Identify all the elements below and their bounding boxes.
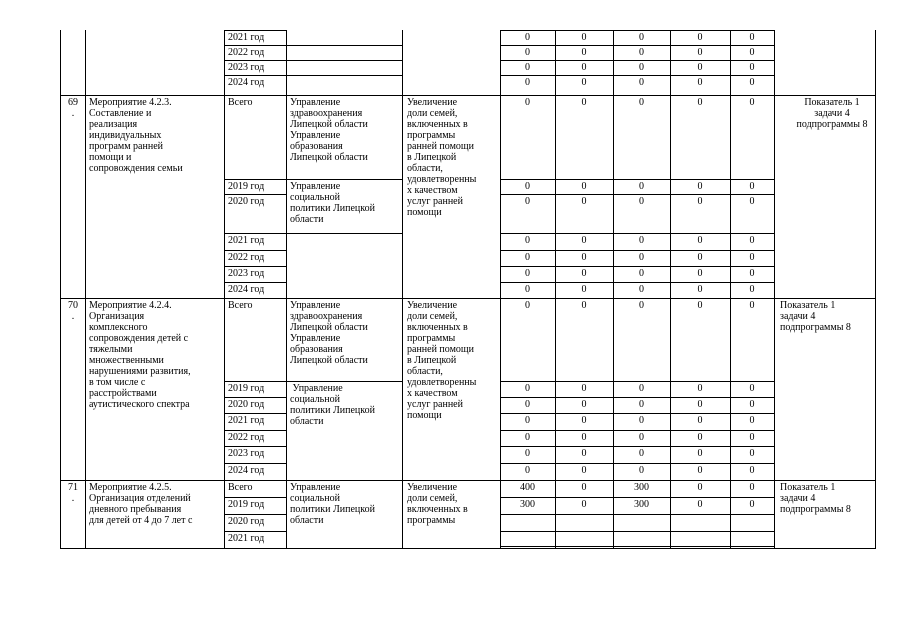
value-cell: 0 (697, 97, 703, 108)
grid-line (500, 60, 775, 61)
grid-line (500, 548, 775, 549)
value-cell: 0 (639, 465, 644, 476)
year-label: 2024 год (228, 77, 265, 88)
value-cell: 0 (749, 383, 755, 394)
value-cell: 0 (525, 77, 530, 88)
value-cell: 0 (697, 252, 703, 263)
grid-line (500, 282, 775, 283)
grid-line (224, 514, 287, 515)
value-cell: 0 (749, 252, 755, 263)
grid-line (224, 397, 287, 398)
period-label: Всего (228, 482, 253, 493)
grid-line (500, 95, 775, 96)
value-cell: 0 (697, 383, 703, 394)
value-cell: 0 (639, 47, 644, 58)
grid-line (224, 250, 287, 251)
grid-line (224, 60, 287, 61)
value-cell: 0 (749, 300, 755, 311)
indicator-text: Показатель 1 задачи 4 подпрограммы 8 (780, 482, 851, 515)
grid-line (224, 194, 287, 195)
value-cell: 0 (749, 432, 755, 443)
value-cell: 0 (525, 97, 530, 108)
period-label: 2021 год (228, 235, 265, 246)
value-cell: 0 (697, 181, 703, 192)
value-cell: 0 (697, 465, 703, 476)
value-cell: 0 (581, 465, 587, 476)
value-cell: 0 (525, 235, 530, 246)
value-cell: 0 (697, 432, 703, 443)
value-cell: 0 (581, 499, 587, 510)
value-cell: 0 (639, 383, 644, 394)
value-cell: 0 (639, 77, 644, 88)
value-cell: 0 (639, 284, 644, 295)
grid-line (286, 30, 287, 549)
value-cell: 400 (520, 482, 535, 493)
grid-line (85, 30, 86, 549)
grid-line (500, 30, 775, 31)
grid-line (224, 497, 287, 498)
row-number: 69 . (68, 97, 78, 119)
grid-line (224, 381, 287, 382)
grid-line (500, 298, 775, 299)
grid-line (286, 179, 403, 180)
grid-line (224, 266, 287, 267)
period-label: 2024 год (228, 465, 265, 476)
grid-line (500, 413, 775, 414)
value-cell: 0 (581, 77, 587, 88)
period-label: Всего (228, 97, 253, 108)
value-cell: 0 (581, 196, 587, 207)
value-cell: 0 (525, 196, 530, 207)
grid-line (224, 30, 287, 31)
value-cell: 0 (581, 181, 587, 192)
value-cell: 0 (525, 62, 530, 73)
value-cell: 0 (697, 47, 703, 58)
grid-line (286, 60, 403, 61)
result-text: Увеличение доли семей, включенных в программы (407, 482, 468, 526)
period-label: 2021 год (228, 533, 265, 544)
value-cell: 0 (639, 252, 644, 263)
value-cell: 0 (639, 181, 644, 192)
value-cell: 0 (525, 47, 530, 58)
grid-line (224, 45, 287, 46)
value-cell: 0 (697, 77, 703, 88)
value-cell: 0 (581, 97, 587, 108)
grid-line (774, 30, 775, 549)
indicator-text: Показатель 1 задачи 4 подпрограммы 8 (780, 300, 851, 333)
grid-line (500, 497, 775, 498)
grid-line (500, 463, 775, 464)
grid-line (500, 381, 775, 382)
value-cell: 0 (697, 399, 703, 410)
value-cell: 0 (581, 448, 587, 459)
value-cell: 0 (525, 284, 530, 295)
value-cell: 0 (697, 32, 703, 43)
grid-line (286, 75, 403, 76)
value-cell: 300 (634, 482, 649, 493)
grid-line (500, 75, 775, 76)
period-label: 2024 год (228, 284, 265, 295)
value-cell: 0 (749, 235, 755, 246)
grid-line (500, 531, 775, 532)
grid-line (500, 397, 775, 398)
value-cell: 0 (581, 284, 587, 295)
value-cell: 0 (749, 268, 755, 279)
indicator-text: Показатель 1 задачи 4 подпрограммы 8 (796, 97, 868, 130)
grid-line (224, 446, 287, 447)
grid-line (500, 194, 775, 195)
grid-line (224, 430, 287, 431)
value-cell: 0 (697, 415, 703, 426)
period-label: 2019 год (228, 499, 265, 510)
grid-line (500, 45, 775, 46)
grid-line (500, 179, 775, 180)
period-label: 2019 год (228, 383, 265, 394)
executor-text: Управление социальной политики Липецкой области (290, 482, 375, 526)
period-label: 2020 год (228, 196, 265, 207)
value-cell: 0 (749, 181, 755, 192)
value-cell: 300 (634, 499, 649, 510)
grid-line (402, 30, 403, 549)
value-cell: 0 (749, 32, 755, 43)
value-cell: 0 (581, 62, 587, 73)
value-cell: 0 (525, 268, 530, 279)
measure-title: Мероприятие 4.2.3. Составление и реализация индивидуальных программ ранней помощи и сопровождения семьи (89, 97, 183, 174)
value-cell: 0 (581, 432, 587, 443)
value-cell: 0 (697, 235, 703, 246)
value-cell: 0 (581, 252, 587, 263)
value-cell: 0 (639, 196, 644, 207)
value-cell: 0 (581, 47, 587, 58)
executor-text: Управление социальной политики Липецкой области (290, 383, 375, 427)
grid-line (224, 463, 287, 464)
value-cell: 0 (639, 300, 644, 311)
value-cell: 0 (525, 465, 530, 476)
value-cell: 0 (525, 181, 530, 192)
value-cell: 0 (749, 482, 755, 493)
value-cell: 0 (697, 300, 703, 311)
year-label: 2022 год (228, 47, 265, 58)
value-cell: 0 (639, 32, 644, 43)
value-cell: 0 (749, 465, 755, 476)
grid-line (224, 75, 287, 76)
year-label: 2023 год (228, 62, 265, 73)
value-cell: 0 (639, 399, 644, 410)
value-cell: 0 (581, 482, 587, 493)
grid-line (224, 531, 287, 532)
value-cell: 0 (525, 415, 530, 426)
value-cell: 0 (749, 47, 755, 58)
grid-line (60, 30, 61, 549)
value-cell: 0 (697, 448, 703, 459)
executor-text: Управление здравоохранения Липецкой области Управление образования Липецкой области (290, 97, 368, 163)
grid-line (224, 30, 225, 549)
value-cell: 0 (525, 32, 530, 43)
period-label: 2020 год (228, 399, 265, 410)
value-cell: 0 (639, 432, 644, 443)
value-cell: 0 (697, 284, 703, 295)
value-cell: 0 (581, 383, 587, 394)
grid-line (286, 45, 403, 46)
value-cell: 300 (520, 499, 535, 510)
period-label: Всего (228, 300, 253, 311)
value-cell: 0 (581, 415, 587, 426)
grid-line (224, 95, 287, 96)
grid-line (500, 546, 775, 547)
value-cell: 0 (639, 415, 644, 426)
value-cell: 0 (581, 235, 587, 246)
value-cell: 0 (749, 415, 755, 426)
grid-line (500, 266, 775, 267)
grid-line (224, 413, 287, 414)
period-label: 2020 год (228, 516, 265, 527)
row-number: 71 . (68, 482, 78, 504)
value-cell: 0 (697, 268, 703, 279)
value-cell: 0 (581, 399, 587, 410)
grid-line (500, 250, 775, 251)
value-cell: 0 (525, 448, 530, 459)
value-cell: 0 (697, 196, 703, 207)
value-cell: 0 (749, 448, 755, 459)
grid-line (500, 446, 775, 447)
grid-line (224, 282, 287, 283)
value-cell: 0 (749, 97, 755, 108)
value-cell: 0 (749, 196, 755, 207)
period-label: 2023 год (228, 448, 265, 459)
grid-line (500, 514, 775, 515)
value-cell: 0 (697, 499, 703, 510)
value-cell: 0 (697, 62, 703, 73)
value-cell: 0 (749, 499, 755, 510)
grid-line (500, 480, 775, 481)
value-cell: 0 (749, 284, 755, 295)
measure-title: Мероприятие 4.2.4. Организация комплексного сопровождения детей с тяжелыми множественными нарушениями развития, в том числе с расстройствами аутистического спектра (89, 300, 191, 410)
grid-line (500, 233, 775, 234)
value-cell: 0 (639, 62, 644, 73)
value-cell: 0 (581, 268, 587, 279)
period-label: 2023 год (228, 268, 265, 279)
value-cell: 0 (639, 448, 644, 459)
grid-line (224, 179, 287, 180)
value-cell: 0 (639, 268, 644, 279)
grid-line (286, 381, 403, 382)
measure-title: Мероприятие 4.2.5. Организация отделений дневного пребывания для детей от 4 до 7 лет с (89, 482, 193, 526)
period-label: 2021 год (228, 415, 265, 426)
value-cell: 0 (749, 77, 755, 88)
value-cell: 0 (749, 62, 755, 73)
executor-text: Управление социальной политики Липецкой области (290, 181, 375, 225)
value-cell: 0 (697, 482, 703, 493)
value-cell: 0 (749, 399, 755, 410)
period-label: 2022 год (228, 432, 265, 443)
grid-line (500, 430, 775, 431)
grid-line (286, 233, 403, 234)
grid-line (224, 233, 287, 234)
value-cell: 0 (639, 97, 644, 108)
result-text: Увеличение доли семей, включенных в программы ранней помощи в Липецкой области, удовлетворенны х качеством услуг ранней помощи (407, 97, 477, 218)
value-cell: 0 (581, 32, 587, 43)
row-number: 70 . (68, 300, 78, 322)
value-cell: 0 (639, 235, 644, 246)
value-cell: 0 (525, 432, 530, 443)
executor-text: Управление здравоохранения Липецкой области Управление образования Липецкой области (290, 300, 368, 366)
grid-line (224, 480, 287, 481)
grid-line (224, 298, 287, 299)
value-cell: 0 (581, 300, 587, 311)
value-cell: 0 (525, 300, 530, 311)
grid-line (224, 548, 287, 549)
value-cell: 0 (525, 383, 530, 394)
period-label: 2022 год (228, 252, 265, 263)
period-label: 2019 год (228, 181, 265, 192)
result-text: Увеличение доли семей, включенных в программы ранней помощи в Липецкой области, удовлетворенны х качеством услуг ранней помощи (407, 300, 477, 421)
value-cell: 0 (525, 252, 530, 263)
year-label: 2021 год (228, 32, 265, 43)
value-cell: 0 (525, 399, 530, 410)
